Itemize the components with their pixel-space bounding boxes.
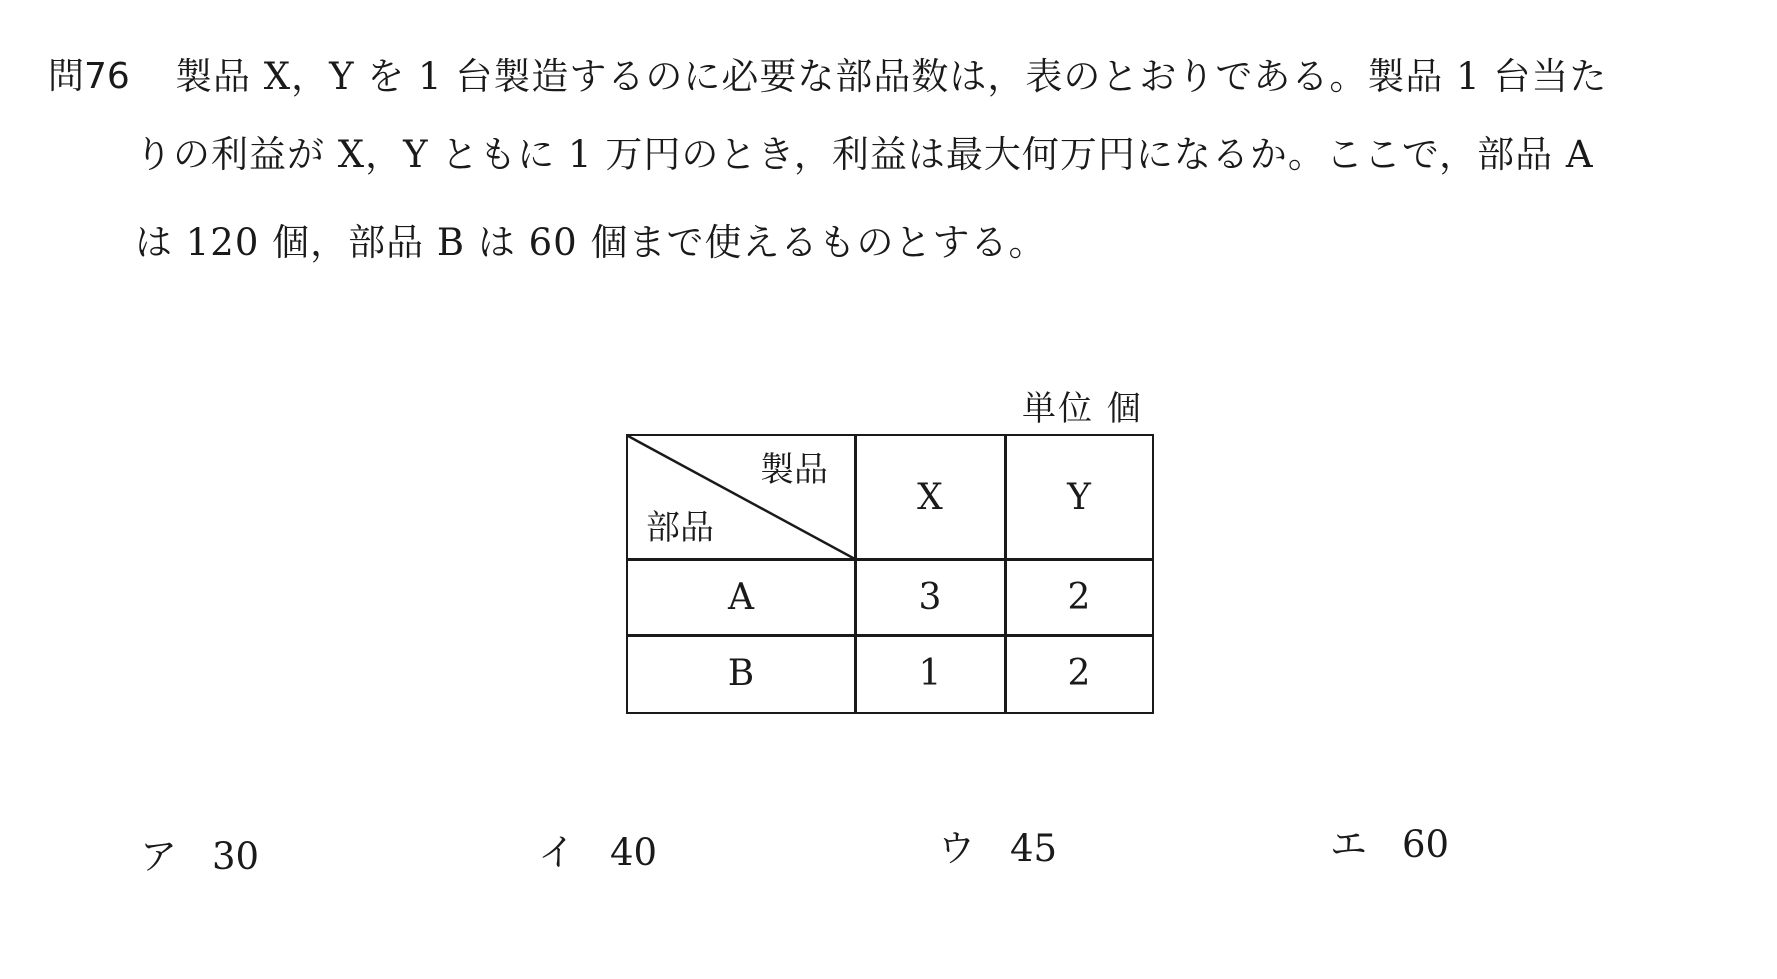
- corner-label-product: 製品: [760, 450, 828, 490]
- question-number: 問76: [48, 56, 130, 97]
- column-header-x: X: [917, 476, 943, 518]
- choice-b-key: イ: [538, 831, 575, 874]
- cell-a-x: 3: [918, 576, 942, 618]
- cell-b-x: 1: [918, 653, 942, 694]
- row-label-a: A: [728, 576, 754, 618]
- choice-b[interactable]: [538, 828, 657, 878]
- column-header-y: Y: [1067, 476, 1091, 518]
- parts-table: [626, 434, 1154, 714]
- choice-a[interactable]: [140, 832, 259, 882]
- choice-d-key: エ: [1330, 823, 1367, 866]
- question-text-line-2: りの利益が X，Y ともに 1 万円のとき，利益は最大何万円になるか。ここで，部品 A: [135, 133, 1594, 176]
- question-text-line-1: 製品 X，Y を 1 台製造するのに必要な部品数は，表のとおりである。製品 1 台当た: [175, 55, 1608, 98]
- corner-label-part: 部品: [646, 508, 714, 548]
- choice-a-value: 30: [212, 835, 260, 878]
- cell-b-y: 2: [1067, 653, 1091, 694]
- question-text-line-3: は 120 個，部品 B は 60 個まで使えるものとする。: [135, 221, 1047, 264]
- choice-c-value: 45: [1010, 827, 1058, 870]
- row-label-b: B: [727, 653, 755, 694]
- unit-label: 単位 個: [1022, 389, 1143, 429]
- choice-d[interactable]: [1330, 820, 1449, 870]
- choice-b-value: 40: [610, 831, 658, 874]
- choice-a-key: ア: [140, 835, 177, 878]
- choice-c[interactable]: [938, 824, 1057, 874]
- choice-c-key: ウ: [938, 827, 975, 870]
- cell-a-y: 2: [1067, 576, 1091, 618]
- choice-d-value: 60: [1402, 823, 1450, 866]
